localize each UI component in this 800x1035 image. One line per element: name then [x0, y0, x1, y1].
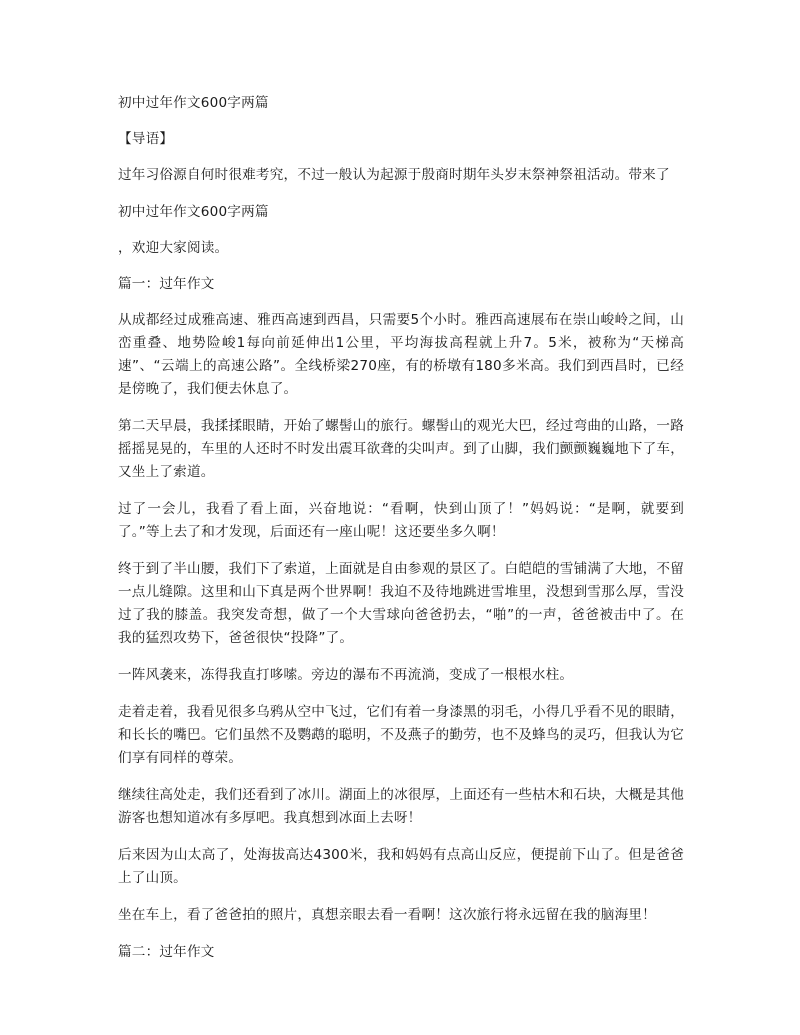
body-paragraph: 走着走着，我看见很多乌鸦从空中飞过，它们有着一身漆黑的羽毛，小得几乎看不见的眼睛，和长长的嘴巴。它们虽然不及鹦鹉的聪明，不及燕子的勤劳，也不及蜂鸟的灵巧，但我认为它们享有同样的尊荣。 [118, 704, 684, 766]
body-paragraph: 终于到了半山腰，我们下了索道，上面就是自由参观的景区了。白皑皑的雪铺满了大地，不留一点儿缝隙。这里和山下真是两个世界啊！我迫不及待地跳进雪堆里，没想到雪那么厚，雪没过了我的膝盖。我突发奇想，做了一个大雪球向爸爸扔去，“啪”的一声，爸爸被击中了。在我的猛烈攻势下，爸爸很快“投降”了。 [118, 561, 684, 646]
body-paragraph: 后来因为山太高了，处海拔高达4300米，我和妈妈有点高山反应，便提前下山了。但是爸爸上了山顶。 [118, 847, 684, 886]
body-paragraph: 坐在车上，看了爸爸拍的照片，真想亲眼去看一看啊！这次旅行将永远留在我的脑海里！ [118, 907, 656, 923]
document-page [118, 92, 684, 977]
document-title: 初中过年作文600字两篇 [118, 95, 269, 111]
intro-paragraph: 过年习俗源自何时很难考究，不过一般认为起源于殷商时期年头岁末祭神祭祖活动。带来了 [118, 167, 670, 183]
body-paragraph: 过了一会儿，我看了看上面，兴奋地说：“看啊，快到山顶了！”妈妈说：“是啊，就要到了。”等上去了和才发现，后面还有一座山呢！这还要坐多久啊！ [118, 501, 684, 540]
document-title-repeat: 初中过年作文600字两篇 [118, 204, 269, 220]
body-paragraph: 从成都经过成雅高速、雅西高速到西昌，只需要5个小时。雅西高速展布在崇山峻岭之间，山峦重叠、地势险峻1每向前延伸出1公里，平均海拔高程就上升7。5米，被称为“天梯高速”、“云端上的高速公路”。全线桥梁270座，有的桥墩有180多米高。我们到西昌时，已经是傍晚了，我们便去休息了。 [118, 312, 684, 397]
welcome-text: ，欢迎大家阅读。 [118, 240, 229, 256]
body-paragraph: 一阵风袭来，冻得我直打哆嗦。旁边的瀑布不再流淌，变成了一根根水柱。 [118, 667, 574, 683]
section-heading-2: 篇二：过年作文 [118, 944, 215, 960]
section-heading-1: 篇一：过年作文 [118, 276, 215, 292]
body-paragraph: 继续往高处走，我们还看到了冰川。湖面上的冰很厚，上面还有一些枯木和石块，大概是其他游客也想知道冰有多厚吧。我真想到冰面上去呀！ [118, 787, 684, 826]
guide-label: 【导语】 [118, 131, 174, 147]
body-paragraph: 第二天早晨，我揉揉眼睛，开始了螺髻山的旅行。螺髻山的观光大巴，经过弯曲的山路，一路摇摇晃晃的，车里的人还时不时发出震耳欲聋的尖叫声。到了山脚，我们颤颤巍巍地下了车，又坐上了索道。 [118, 418, 684, 480]
